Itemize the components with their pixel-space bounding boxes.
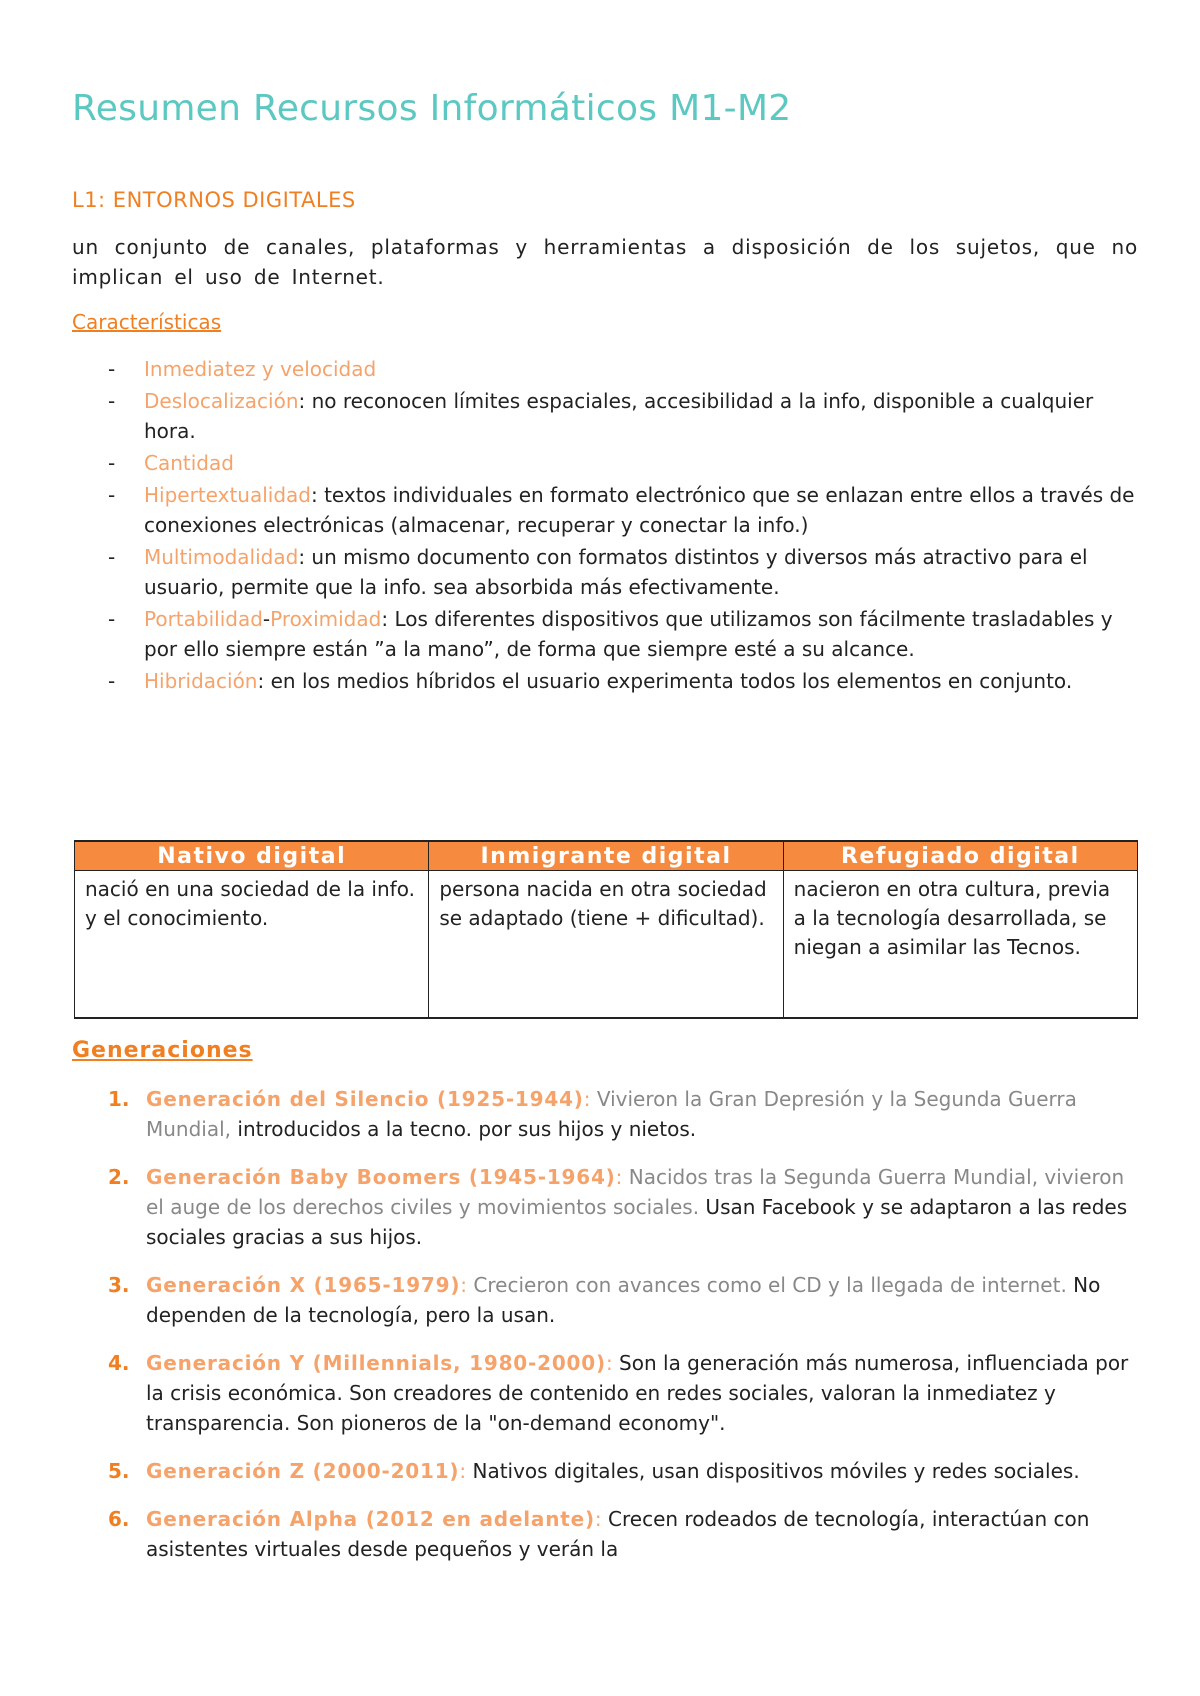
term: Deslocalización bbox=[144, 389, 299, 413]
term: Hibridación bbox=[144, 669, 258, 693]
table-cell: nacieron en otra cultura, previa a la tecnología desarrollada, se niegan a asimilar las Tecnos. bbox=[783, 871, 1137, 1019]
generation-text: Nativos digitales, usan dispositivos móviles y redes sociales. bbox=[466, 1459, 1080, 1483]
colon: : bbox=[583, 1087, 591, 1111]
colon: : bbox=[459, 1459, 467, 1483]
list-item bbox=[110, 386, 1140, 446]
term: Multimodalidad bbox=[144, 545, 299, 569]
generation-title: Generación Baby Boomers (1945-1964) bbox=[146, 1165, 616, 1189]
characteristics-subheading: Características bbox=[72, 310, 222, 334]
list-dash: - bbox=[108, 545, 116, 569]
item-number: 4. bbox=[108, 1351, 130, 1375]
section-heading: L1: ENTORNOS DIGITALES bbox=[72, 188, 356, 212]
colon: : bbox=[460, 1273, 468, 1297]
term: Inmediatez y velocidad bbox=[144, 357, 377, 381]
list-dash: - bbox=[108, 451, 116, 475]
list-item bbox=[108, 1270, 1138, 1330]
item-number: 3. bbox=[108, 1273, 130, 1297]
term: Hipertextualidad bbox=[144, 483, 311, 507]
generation-text: introducidos a la tecno. por sus hijos y nietos. bbox=[231, 1117, 697, 1141]
list-item bbox=[110, 480, 1140, 540]
list-item bbox=[110, 448, 1140, 478]
table-row bbox=[75, 871, 1138, 1019]
term: Proximidad bbox=[270, 607, 382, 631]
generation-text: No dependen de la tecnología, pero la usan. bbox=[146, 1273, 1101, 1327]
list-dash: - bbox=[108, 357, 116, 381]
generation-context: Crecieron con avances como el CD y la llegada de internet. bbox=[467, 1273, 1067, 1297]
item-number: 1. bbox=[108, 1087, 130, 1111]
list-item bbox=[108, 1456, 1138, 1486]
table-header: Nativo digital bbox=[75, 841, 429, 871]
list-dash: - bbox=[108, 607, 116, 631]
term-description: textos individuales en formato electrónico que se enlazan entre ellos a través de conexiones electrónicas (almacenar, recuperar y conectar la info.) bbox=[144, 483, 1135, 537]
generation-context: Vivieron la Gran Depresión y la Segunda Guerra Mundial, bbox=[146, 1087, 1077, 1141]
term-separator: : bbox=[257, 669, 265, 693]
list-item bbox=[108, 1162, 1138, 1252]
colon: : bbox=[615, 1165, 623, 1189]
table-cell: nació en una sociedad de la info. y el conocimiento. bbox=[75, 871, 429, 1019]
generation-title: Generación del Silencio (1925-1944) bbox=[146, 1087, 584, 1111]
generation-title: Generación Z (2000-2011) bbox=[146, 1459, 460, 1483]
generation-text: Son la generación más numerosa, influenciada por la crisis económica. Son creadores de contenido en redes sociales, valoran la inmediatez y transparencia. Son pioneros de la "on-demand economy". bbox=[146, 1351, 1129, 1435]
table-header-row bbox=[75, 841, 1138, 871]
generation-title: Generación Y (Millennials, 1980-2000) bbox=[146, 1351, 606, 1375]
term-separator: : bbox=[298, 389, 306, 413]
list-item bbox=[108, 1504, 1138, 1564]
list-dash: - bbox=[108, 389, 116, 413]
list-item bbox=[108, 1084, 1138, 1144]
term-hyphen: - bbox=[262, 607, 271, 631]
table-header: Inmigrante digital bbox=[429, 841, 783, 871]
intro-paragraph: un conjunto de canales, plataformas y herramientas a disposición de los sujetos, que no implican el uso de Internet. bbox=[72, 235, 1138, 289]
term-description: no reconocen límites espaciales, accesibilidad a la info, disponible a cualquier hora. bbox=[144, 389, 1094, 443]
generation-title: Generación Alpha (2012 en adelante) bbox=[146, 1507, 595, 1531]
generation-context: Nacidos tras la Segunda Guerra Mundial, vivieron el auge de los derechos civiles y movimientos sociales. bbox=[146, 1165, 1125, 1219]
list-item bbox=[110, 604, 1140, 664]
item-number: 5. bbox=[108, 1459, 130, 1483]
term: Cantidad bbox=[144, 451, 234, 475]
characteristics-list bbox=[110, 354, 1140, 698]
term: Portabilidad bbox=[144, 607, 263, 631]
generations-heading: Generaciones bbox=[72, 1038, 253, 1063]
list-item bbox=[110, 354, 1140, 384]
colon: : bbox=[605, 1351, 613, 1375]
table-header: Refugiado digital bbox=[783, 841, 1137, 871]
generation-text: Usan Facebook y se adaptaron a las redes sociales gracias a sus hijos. bbox=[146, 1195, 1128, 1249]
list-item bbox=[108, 1348, 1138, 1438]
generation-title: Generación X (1965-1979) bbox=[146, 1273, 461, 1297]
term-separator: : bbox=[310, 483, 318, 507]
term-description: Los diferentes dispositivos que utilizamos son fácilmente trasladables y por ello siempre están ”a la mano”, de forma que siempre esté a su alcance. bbox=[144, 607, 1113, 661]
list-dash: - bbox=[108, 669, 116, 693]
list-item bbox=[110, 666, 1140, 696]
term-separator: : bbox=[298, 545, 306, 569]
term-separator: : bbox=[381, 607, 389, 631]
colon: : bbox=[594, 1507, 602, 1531]
item-number: 2. bbox=[108, 1165, 130, 1189]
item-number: 6. bbox=[108, 1507, 130, 1531]
term-description: un mismo documento con formatos distintos y diversos más atractivo para el usuario, permite que la info. sea absorbida más efectivamente. bbox=[144, 545, 1088, 599]
document-title: Resumen Recursos Informáticos M1-M2 bbox=[72, 88, 792, 129]
term-description: en los medios híbridos el usuario experimenta todos los elementos en conjunto. bbox=[264, 669, 1073, 693]
table-cell: persona nacida en otra sociedad se adaptado (tiene + dificultad). bbox=[429, 871, 783, 1019]
list-dash: - bbox=[108, 483, 116, 507]
generations-list bbox=[108, 1084, 1138, 1582]
generation-text: Crecen rodeados de tecnología, interactúan con asistentes virtuales desde pequeños y verán la bbox=[146, 1507, 1090, 1561]
list-item bbox=[110, 542, 1140, 602]
digital-types-table bbox=[74, 840, 1138, 1019]
